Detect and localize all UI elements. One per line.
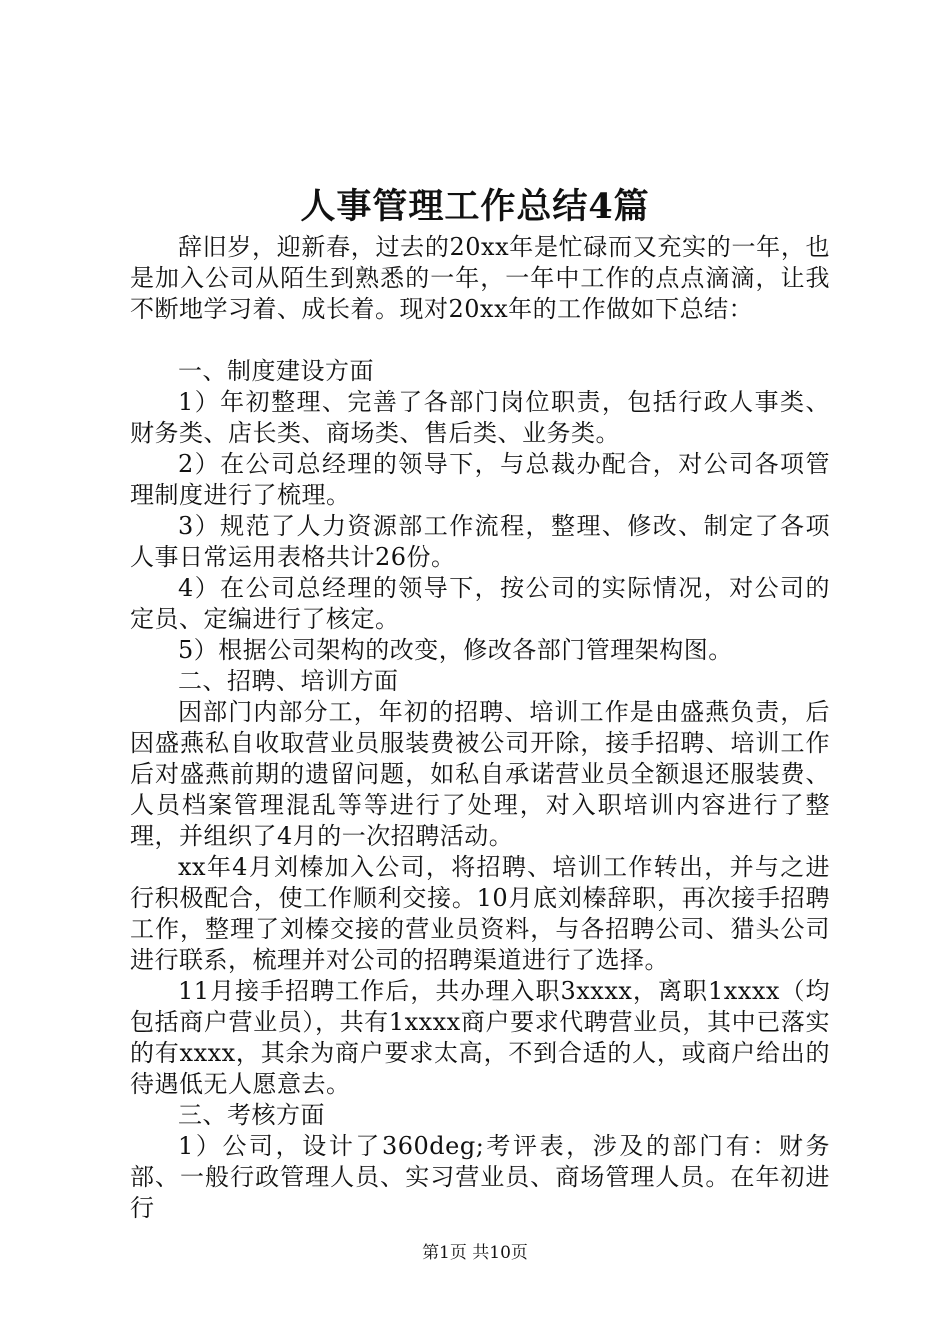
paragraph: 1）年初整理、完善了各部门岗位职责，包括行政人事类、财务类、店长类、商场类、售后类、业务类。 [130,388,830,447]
paragraph: 4）在公司总经理的领导下，按公司的实际情况，对公司的定员、定编进行了核定。 [130,574,830,633]
paragraph: 因部门内部分工，年初的招聘、培训工作是由盛燕负责，后因盛燕私自收取营业员服装费被公司开除，接手招聘、培训工作后对盛燕前期的遗留问题，如私自承诺营业员全额退还服装费、人员档案管理混乱等等进行了处理，对入职培训内容进行了整理，并组织了4月的一次招聘活动。 [130,698,830,850]
paragraph: 11月接手招聘工作后，共办理入职3xxxx，离职1xxxx（均包括商户营业员），共有1xxxx商户要求代聘营业员，其中已落实的有xxxx，其余为商户要求太高，不到合适的人，或商户给出的待遇低无人愿意去。 [130,977,830,1098]
intro-paragraph: 辞旧岁，迎新春，过去的20xx年是忙碌而又充实的一年，也是加入公司从陌生到熟悉的一年，一年中工作的点点滴滴，让我不断地学习着、成长着。现对20xx年的工作做如下总结： [130,233,830,323]
document-body [130,232,830,1224]
paragraph: 2）在公司总经理的领导下，与总裁办配合，对公司各项管理制度进行了梳理。 [130,450,830,509]
section-heading: 一、制度建设方面 [178,357,374,385]
page-number-footer: 第1页 共10页 [422,1243,528,1263]
paragraph: 5）根据公司架构的改变，修改各部门管理架构图。 [178,636,733,664]
section-heading: 三、考核方面 [178,1101,325,1129]
paragraph: 1）公司，设计了360deg;考评表，涉及的部门有：财务部、一般行政管理人员、实习营业员、商场管理人员。在年初进行 [130,1132,830,1222]
paragraph: xx年4月刘榛加入公司，将招聘、培训工作转出，并与之进行积极配合，使工作顺利交接。10月底刘榛辞职，再次接手招聘工作，整理了刘榛交接的营业员资料，与各招聘公司、猎头公司进行联系，梳理并对公司的招聘渠道进行了选择。 [130,853,830,974]
paragraph: 3）规范了人力资源部工作流程，整理、修改、制定了各项人事日常运用表格共计26份。 [130,512,830,571]
document-title: 人事管理工作总结4篇 [300,186,650,227]
section-heading: 二、招聘、培训方面 [178,667,399,695]
